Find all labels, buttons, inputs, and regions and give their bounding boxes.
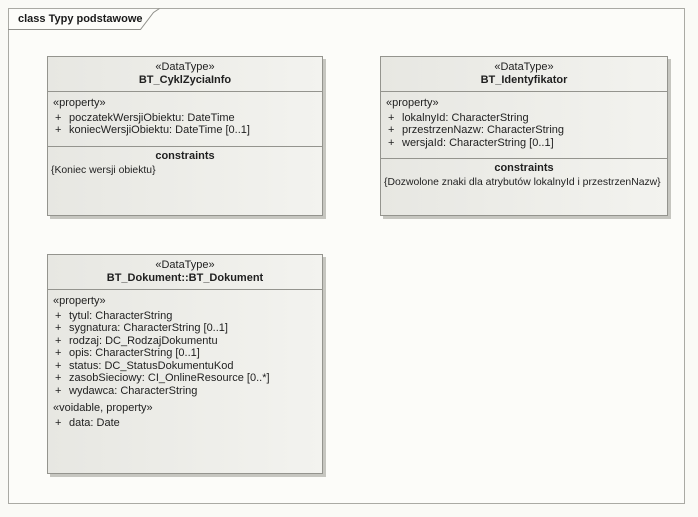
class-stereotype: «DataType» xyxy=(155,259,215,271)
attribute-row xyxy=(51,310,319,323)
attribute-row xyxy=(51,360,319,373)
class-header xyxy=(381,57,667,92)
attribute-row xyxy=(51,417,319,430)
properties-compartment xyxy=(381,92,667,159)
attribute-row xyxy=(384,137,664,150)
attribute-text: sygnatura: CharacterString [0..1] xyxy=(69,322,228,334)
attribute-row xyxy=(51,385,319,398)
attribute-text: wersjaId: CharacterString [0..1] xyxy=(402,136,554,149)
attribute-visibility: + xyxy=(55,359,62,372)
attribute-visibility: + xyxy=(55,322,62,334)
constraints-compartment xyxy=(381,159,667,215)
constraint-text: {Koniec wersji obiektu} xyxy=(51,164,156,176)
attribute-text: lokalnyId: CharacterString xyxy=(402,111,529,124)
property-section-heading: «property» xyxy=(53,295,106,307)
class-header xyxy=(48,255,322,290)
attribute-visibility: + xyxy=(55,334,62,347)
constraints-heading: constraints xyxy=(155,149,215,162)
frame-title: class Typy podstawowe xyxy=(18,13,143,25)
attribute-row xyxy=(51,124,319,137)
class-stereotype: «DataType» xyxy=(494,61,554,73)
attribute-visibility: + xyxy=(388,124,395,136)
attribute-row xyxy=(51,335,319,348)
constraints-compartment xyxy=(48,147,322,216)
attribute-visibility: + xyxy=(55,111,62,124)
attribute-visibility: + xyxy=(55,416,62,429)
class-name: BT_Identyfikator xyxy=(480,74,568,86)
attribute-visibility: + xyxy=(55,384,62,397)
attribute-text: status: DC_StatusDokumentuKod xyxy=(69,359,234,372)
properties-compartment xyxy=(48,290,322,473)
constraints-heading: constraints xyxy=(494,162,554,174)
attribute-row xyxy=(51,322,319,335)
property-section-heading: «property» xyxy=(53,97,106,109)
class-name: BT_Dokument::BT_Dokument xyxy=(106,272,264,284)
class-header xyxy=(48,57,322,92)
attribute-visibility: + xyxy=(55,372,62,384)
attribute-row xyxy=(51,372,319,385)
class-stereotype: «DataType» xyxy=(155,61,215,73)
attribute-text: zasobSieciowy: CI_OnlineResource [0..*] xyxy=(69,372,270,384)
attribute-text: tytul: CharacterString xyxy=(69,309,173,322)
attribute-visibility: + xyxy=(388,111,395,124)
attribute-row xyxy=(384,112,664,125)
class-name: BT_CyklZyciaInfo xyxy=(138,74,232,86)
property-section-heading: «property» xyxy=(386,97,439,109)
class-box-bt-dokument[interactable] xyxy=(47,254,323,474)
class-box-bt-cyklzyciainfo[interactable] xyxy=(47,56,323,216)
attribute-text: wydawca: CharacterString xyxy=(69,384,198,397)
attribute-text: koniecWersjiObiektu: DateTime [0..1] xyxy=(69,124,250,136)
attribute-visibility: + xyxy=(55,124,62,136)
diagram-frame xyxy=(8,8,685,504)
constraint-text: {Dozwolone znaki dla atrybutów lokalnyId i przestrzenNazw} xyxy=(384,177,661,188)
voidable-section-heading: «voidable, property» xyxy=(53,402,153,414)
attribute-visibility: + xyxy=(388,136,395,149)
properties-compartment xyxy=(48,92,322,147)
attribute-row xyxy=(51,112,319,125)
attribute-visibility: + xyxy=(55,347,62,359)
class-box-bt-identyfikator[interactable] xyxy=(380,56,668,216)
attribute-text: opis: CharacterString [0..1] xyxy=(69,347,200,359)
frame-title-tab xyxy=(8,8,180,32)
attribute-row xyxy=(384,124,664,137)
attribute-text: data: Date xyxy=(69,416,120,429)
attribute-row xyxy=(51,347,319,360)
attribute-text: przestrzenNazw: CharacterString xyxy=(402,124,565,136)
attribute-visibility: + xyxy=(55,309,62,322)
attribute-text: poczatekWersjiObiektu: DateTime xyxy=(69,111,235,124)
attribute-text: rodzaj: DC_RodzajDokumentu xyxy=(69,334,218,347)
